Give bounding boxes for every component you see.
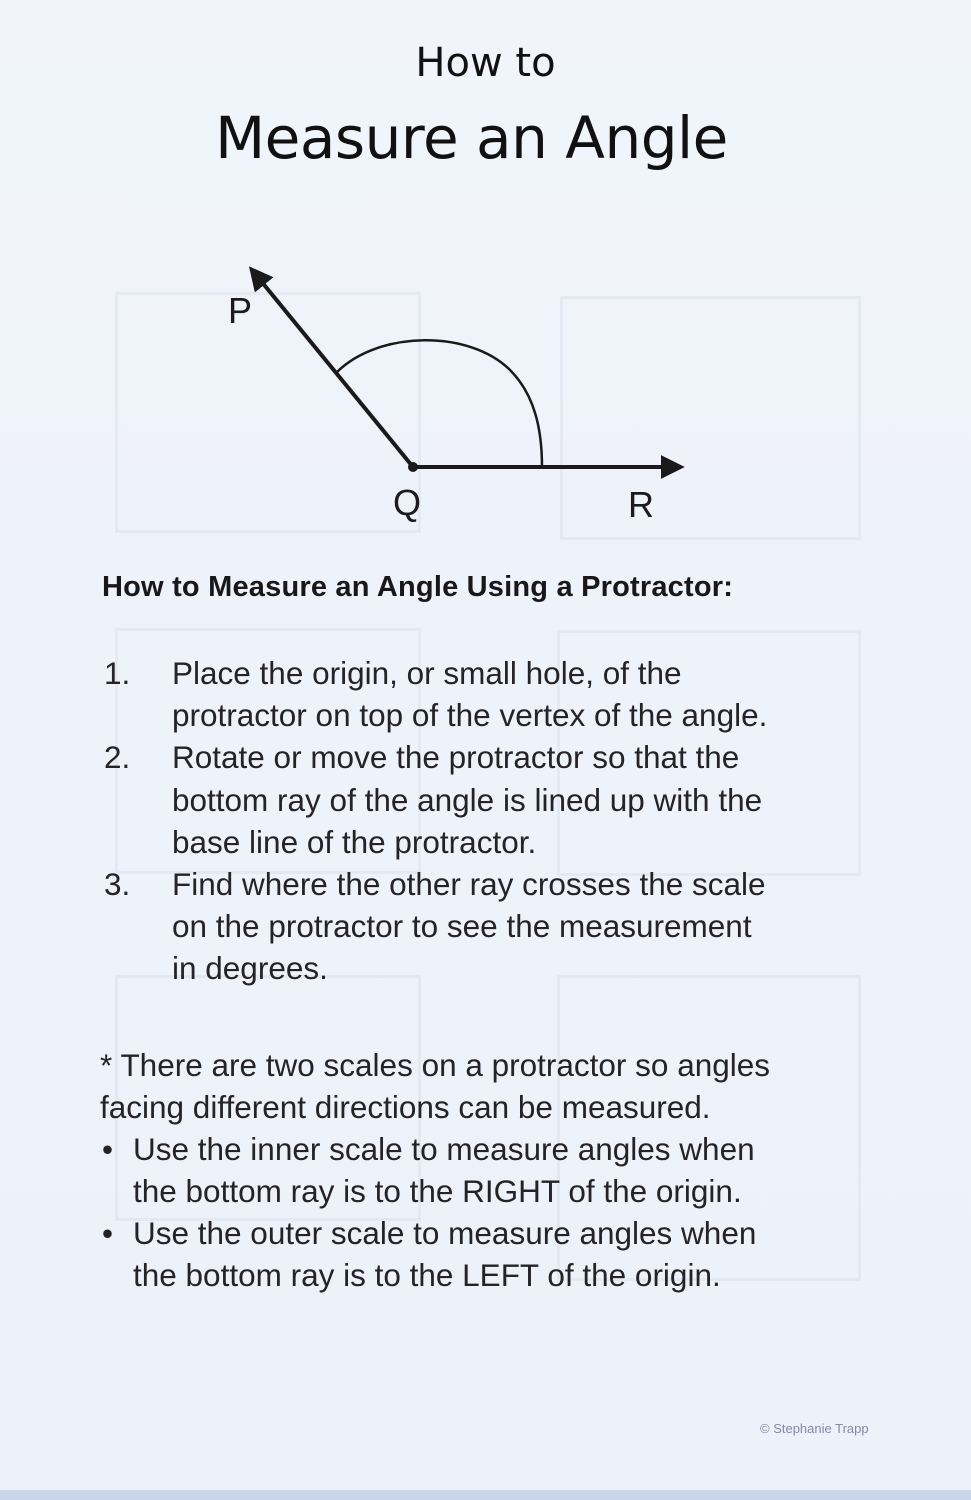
- step-text-line: Place the origin, or small hole, of the: [172, 655, 682, 691]
- bullet-text-line: Use the inner scale to measure angles when: [133, 1131, 755, 1167]
- step-text-line: on the protractor to see the measurement: [172, 908, 752, 945]
- bullet-icon: •: [102, 1215, 114, 1251]
- page-title: Measure an Angle: [215, 104, 728, 172]
- step-text-line: base line of the protractor.: [172, 823, 537, 860]
- step-item: [104, 736, 934, 863]
- bullet-item-inner-scale: [100, 1128, 930, 1212]
- label-r: R: [628, 484, 654, 525]
- step-number: 2.: [104, 739, 131, 776]
- steps-list: [104, 652, 934, 990]
- step-text-line: Rotate or move the protractor so that the: [172, 739, 740, 776]
- note-line: facing different directions can be measured.: [100, 1089, 711, 1125]
- label-p: P: [228, 290, 253, 331]
- label-q: Q: [393, 482, 422, 523]
- bullet-text-line: the bottom ray is to the RIGHT of the origin.: [133, 1173, 742, 1209]
- step-text-line: protractor on top of the vertex of the angle.: [172, 697, 768, 734]
- vertex-dot: [408, 462, 418, 472]
- section-heading: How to Measure an Angle Using a Protractor:: [102, 571, 734, 603]
- page-bottom-edge: [0, 1490, 971, 1500]
- note-line: * There are two scales on a protractor so angles: [100, 1047, 771, 1083]
- step-number: 1.: [104, 655, 131, 691]
- bullet-text-line: the bottom ray is to the LEFT of the origin.: [133, 1257, 721, 1293]
- bullet-item-outer-scale: [100, 1212, 930, 1296]
- ray-qp: [252, 270, 413, 467]
- protractor-scales-note: [100, 1044, 930, 1296]
- angle-diagram: [0, 0, 971, 560]
- step-number: 3.: [104, 866, 131, 903]
- copyright-notice: © Stephanie Trapp: [760, 1421, 869, 1436]
- note-bullets: [100, 1128, 930, 1296]
- step-text-line: Find where the other ray crosses the scale: [172, 866, 766, 903]
- bullet-text-line: Use the outer scale to measure angles when: [133, 1215, 757, 1251]
- title-line-how-to: How to: [415, 40, 556, 86]
- step-item: [104, 652, 934, 736]
- step-item: [104, 863, 934, 990]
- step-text-line: in degrees.: [172, 950, 328, 987]
- angle-arc: [337, 340, 542, 467]
- bullet-icon: •: [102, 1131, 114, 1167]
- step-text-line: bottom ray of the angle is lined up with the: [172, 781, 763, 818]
